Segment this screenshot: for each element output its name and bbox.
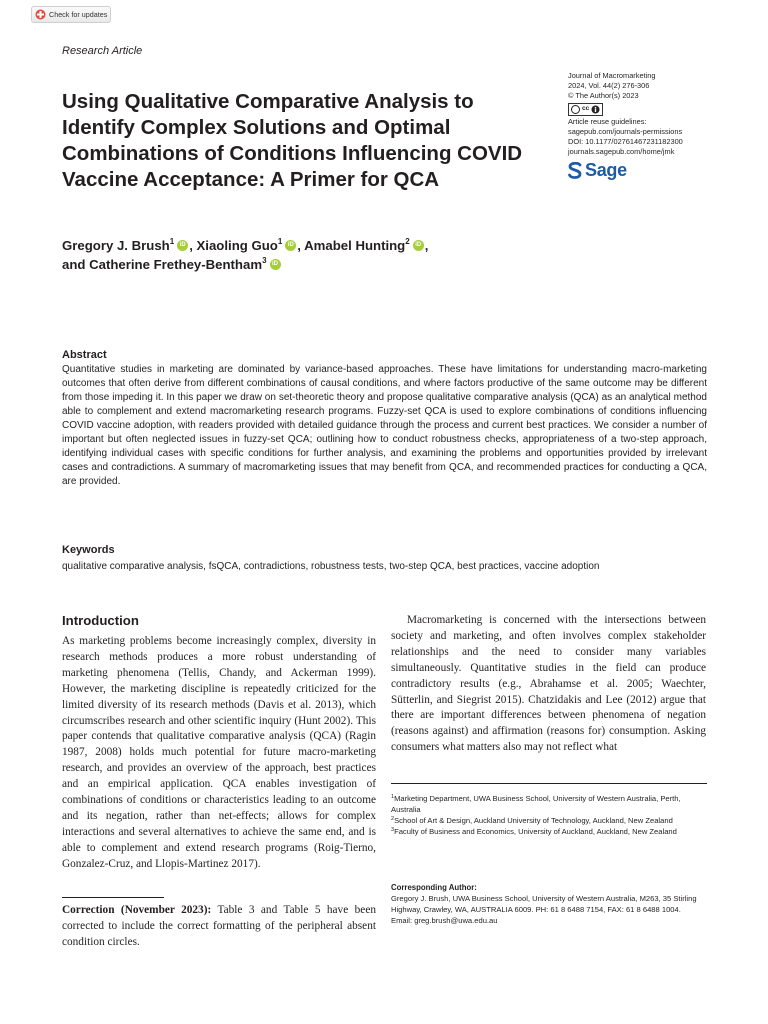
author-name: Xiaoling Guo xyxy=(196,238,278,253)
article-type: Research Article xyxy=(62,45,143,57)
affiliations xyxy=(391,794,707,838)
author-affiliation-mark: 1 xyxy=(169,237,175,246)
check-for-updates-button[interactable] xyxy=(31,6,111,23)
keywords-text: qualitative comparative analysis, fsQCA, contradictions, robustness tests, two-step QCA, best practices, vaccine adoption xyxy=(62,561,600,572)
sage-s-icon xyxy=(568,162,582,179)
corresponding-author-heading: Corresponding Author: xyxy=(391,883,477,892)
affiliation-mark: 2 xyxy=(391,815,395,822)
corresponding-author-email[interactable]: Email: greg.brush@uwa.edu.au xyxy=(391,915,498,925)
affiliation-text: Marketing Department, UWA Business School, University of Western Australia, Perth, Australia xyxy=(391,794,681,814)
crossmark-icon xyxy=(35,9,46,20)
doi-link[interactable]: DOI: 10.1177/02761467231182300 xyxy=(568,137,683,147)
keywords-heading: Keywords xyxy=(62,544,115,556)
creative-commons-icon xyxy=(571,105,580,114)
affiliation-item xyxy=(391,827,707,838)
cc-license-badge[interactable] xyxy=(568,103,603,116)
author-name: Gregory J. Brush xyxy=(62,238,170,253)
author-affiliation-mark: 1 xyxy=(277,237,283,246)
correction-text: Table 3 and Table 5 have been corrected to include the correct formatting of the peripheral absent condition circles. xyxy=(62,904,376,948)
check-for-updates-label: Check for updates xyxy=(49,10,108,19)
cc-badge-label: cc xyxy=(582,105,590,112)
affiliation-mark: 1 xyxy=(391,794,395,800)
abstract-heading: Abstract xyxy=(62,349,107,361)
permissions-link[interactable]: sagepub.com/journals-permissions xyxy=(568,127,683,137)
corresponding-author-address: Gregory J. Brush, UWA Business School, University of Western Australia, M263, 35 Stirling Highway, Crawley, WA, AUSTRALIA 6009. PH: 61 8 6488 7154, FAX: 61 8 6488 1004. xyxy=(391,894,697,914)
introduction-left-column: As marketing problems become increasingly complex, diversity in research methods produces a more robust understanding of marketing phenomena (Tellis, Chandy, and Ackerman 1999). However, the marketing discipline is repeatedly criticized for the limited diversity of its research methods (Davis et al. 2013), which circumscribes research and other scientific inquiry (Hunt 2002). This paper contends that qualitative comparative analysis (QCA) (Ragin 1987, 2008) holds much potential for future macro-marketing research, and provides an overview of the approach, best practices and an empirical application. QCA enables investigation of combinations of conditions or characteristics leading to an outcome and its negation, rather than net-effects; allows for complex interactions and several alternatives to achieve the same end, and is able to complement and extend research programs (Roig-Tierno, Gonzalez-Cruz, and Llopis-Martinez 2017). xyxy=(62,635,376,870)
orcid-icon[interactable] xyxy=(270,259,281,270)
affiliation-text: School of Art & Design, Auckland University of Technology, Auckland, New Zealand xyxy=(394,815,673,825)
author-affiliation-mark: 3 xyxy=(262,256,267,265)
affiliation-divider xyxy=(391,783,707,784)
affiliation-mark: 3 xyxy=(391,827,395,834)
correction-note xyxy=(62,903,376,951)
affiliation-item xyxy=(391,816,707,827)
sage-logo xyxy=(568,162,738,179)
sage-wordmark: Sage xyxy=(585,160,627,181)
introduction-heading: Introduction xyxy=(62,613,139,628)
affiliation-item xyxy=(391,794,707,815)
author-list: Gregory J. Brush$^1$iD , Xiaoling Guo$^1$iD , Amabel Hunting$^2$iD , and Catherine Frethey-Bentham$^3$iD xyxy=(62,236,582,274)
article-title: Using Qualitative Comparative Analysis to Identify Complex Solutions and Optimal Combinations of Conditions Influencing COVID Vaccine Acceptance: A Primer for QCA xyxy=(62,90,523,191)
author-name: Amabel Hunting xyxy=(304,238,406,253)
correction-label: Correction (November 2023): xyxy=(62,904,212,916)
author-name: Catherine Frethey-Bentham xyxy=(89,257,263,272)
attribution-icon xyxy=(591,105,600,114)
affiliation-text: Faculty of Business and Economics, University of Auckland, Auckland, New Zealand xyxy=(394,827,677,837)
journal-copyright: © The Author(s) 2023 xyxy=(568,91,639,101)
journal-name: Journal of Macromarketing xyxy=(568,71,656,80)
abstract-text: Quantitative studies in marketing are dominated by variance-based approaches. These have limitations for understanding macro-marketing outcomes that often derive from different combinations of causal conditions, and where factors productive of the same outcome may be different from those impeding it. In this paper we draw on set-theoretic theory and propose qualitative comparative analysis (QCA) as an analytical method able to complement and extend macromarketing research programs. Fuzzy-set QCA is used to explore combinations of conditions influencing COVID vaccine adoption, with readers provided with detailed guidance through the process and current best practices. We consider a number of important but often neglected issues in fuzzy-set QCA; outlining how to conduct robustness checks, appropriateness of a two-step approach, identifying individual cases with specific conditions for further analysis, and examining the problems and opportunities provided by irrelevant cases and contradictions. A summary of macromarketing issues that may benefit from QCA, and recommended practices for conducting a QCA, are provided. xyxy=(62,364,707,487)
orcid-icon[interactable] xyxy=(413,240,424,251)
orcid-icon[interactable] xyxy=(177,240,188,251)
journal-homepage-link[interactable]: journals.sagepub.com/home/jmk xyxy=(568,147,675,157)
footnote-divider xyxy=(62,897,164,898)
author-conjunction: and xyxy=(62,257,90,272)
introduction-right-column: Macromarketing is concerned with the intersections between society and marketing, and often involves complex stakeholder relationships and the need to consider many variables simultaneously. Quantitative studies in the field can produce contradictory results (e.g., Abrahamse et al. 2005; Waechter, Sütterlin, and Siegrist 2015). Chatzidakis and Lee (2012) argue that there are important differences between phenomena of negation (reasons against) and affirmation (reasons for) consumption. Asking consumers what matters also may not reflect what xyxy=(391,614,706,754)
journal-issue: 2024, Vol. 44(2) 276-306 xyxy=(568,81,650,91)
corresponding-author-details xyxy=(391,894,707,926)
reuse-guidelines-label: Article reuse guidelines: xyxy=(568,116,647,126)
journal-info xyxy=(568,71,738,179)
author-affiliation-mark: 2 xyxy=(405,237,410,246)
orcid-icon[interactable] xyxy=(285,240,296,251)
